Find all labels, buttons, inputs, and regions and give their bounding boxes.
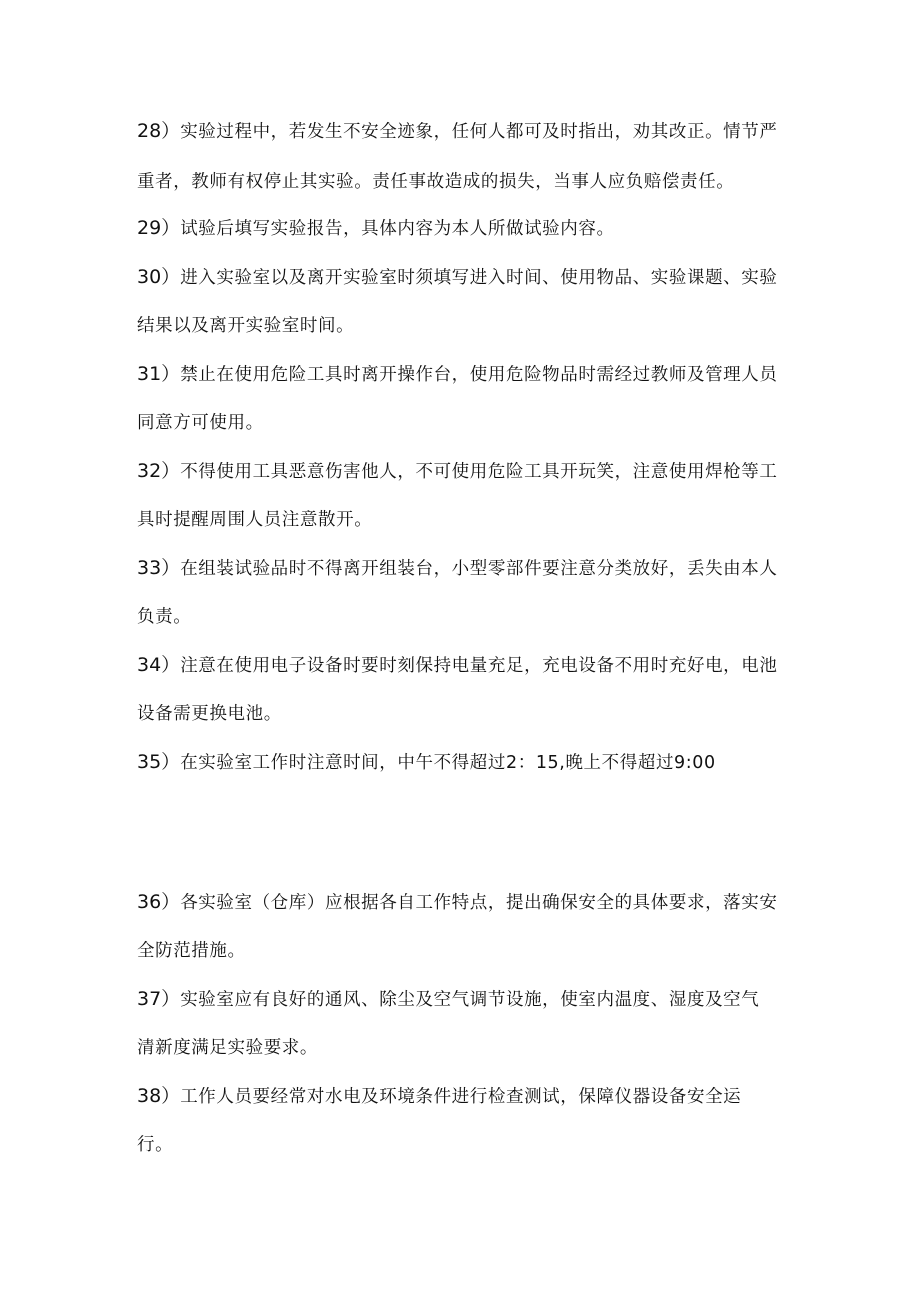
item-33-line-2: 负责。 (137, 607, 192, 627)
item-text: 工作人员要经常对水电及环境条件进行检查测试，保障仪器设备安全运 (180, 1087, 742, 1107)
item-37-line-1 (137, 986, 797, 1013)
item-38-line-1 (137, 1083, 797, 1110)
item-number: 36） (137, 891, 181, 913)
item-number: 35） (137, 751, 181, 773)
item-number: 28） (137, 120, 181, 142)
item-text: 禁止在使用危险工具时离开操作台，使用危险物品时需经过教师及管理人员 (180, 365, 778, 385)
item-30-line-2: 结果以及离开实验室时间。 (137, 316, 355, 336)
item-34-line-2: 设备需更换电池。 (137, 704, 282, 724)
item-text: 在实验室工作时注意时间，中午不得超过2：15,晚上不得超过9:00 (180, 753, 716, 773)
item-34-line-1 (137, 652, 797, 679)
item-text: 试验后填写实验报告，具体内容为本人所做试验内容。 (180, 219, 615, 239)
item-text: 实验室应有良好的通风、除尘及空气调节设施，使室内温度、湿度及空气 (180, 990, 760, 1010)
item-36-line-2: 全防范措施。 (137, 941, 246, 961)
item-text: 进入实验室以及离开实验室时须填写进入时间、使用物品、实验课题、实验 (180, 268, 778, 288)
item-text: 各实验室（仓库）应根据各自工作特点，提出确保安全的具体要求，落实安 (180, 893, 778, 913)
item-text: 在组装试验品时不得离开组装台，小型零部件要注意分类放好，丢失由本人 (180, 559, 778, 579)
item-number: 29） (137, 217, 181, 239)
item-number: 37） (137, 988, 181, 1010)
item-28-line-2: 重者，教师有权停止其实验。责任事故造成的损失，当事人应负赔偿责任。 (137, 172, 735, 192)
item-31-line-2: 同意方可使用。 (137, 413, 264, 433)
item-33-line-1 (137, 555, 797, 582)
item-30-line-1 (137, 264, 797, 291)
item-number: 31） (137, 363, 181, 385)
item-36-line-1 (137, 889, 797, 916)
item-text: 实验过程中，若发生不安全迹象，任何人都可及时指出，劝其改正。情节严 (180, 122, 778, 142)
item-38-line-2: 行。 (137, 1135, 174, 1155)
item-text: 不得使用工具恶意伤害他人，不可使用危险工具开玩笑，注意使用焊枪等工 (180, 462, 778, 482)
item-32-line-1 (137, 458, 797, 485)
item-number: 32） (137, 460, 181, 482)
item-31-line-1 (137, 361, 797, 388)
item-29-line-1 (137, 215, 797, 242)
item-number: 34） (137, 654, 181, 676)
item-number: 30） (137, 266, 181, 288)
item-text: 注意在使用电子设备时要时刻保持电量充足，充电设备不用时充好电，电池 (180, 656, 778, 676)
item-number: 38） (137, 1085, 181, 1107)
item-35-line-1 (137, 749, 797, 776)
item-number: 33） (137, 557, 181, 579)
item-32-line-2: 具时提醒周围人员注意散开。 (137, 510, 373, 530)
item-28-line-1 (137, 118, 797, 145)
item-37-line-2: 清新度满足实验要求。 (137, 1038, 318, 1058)
